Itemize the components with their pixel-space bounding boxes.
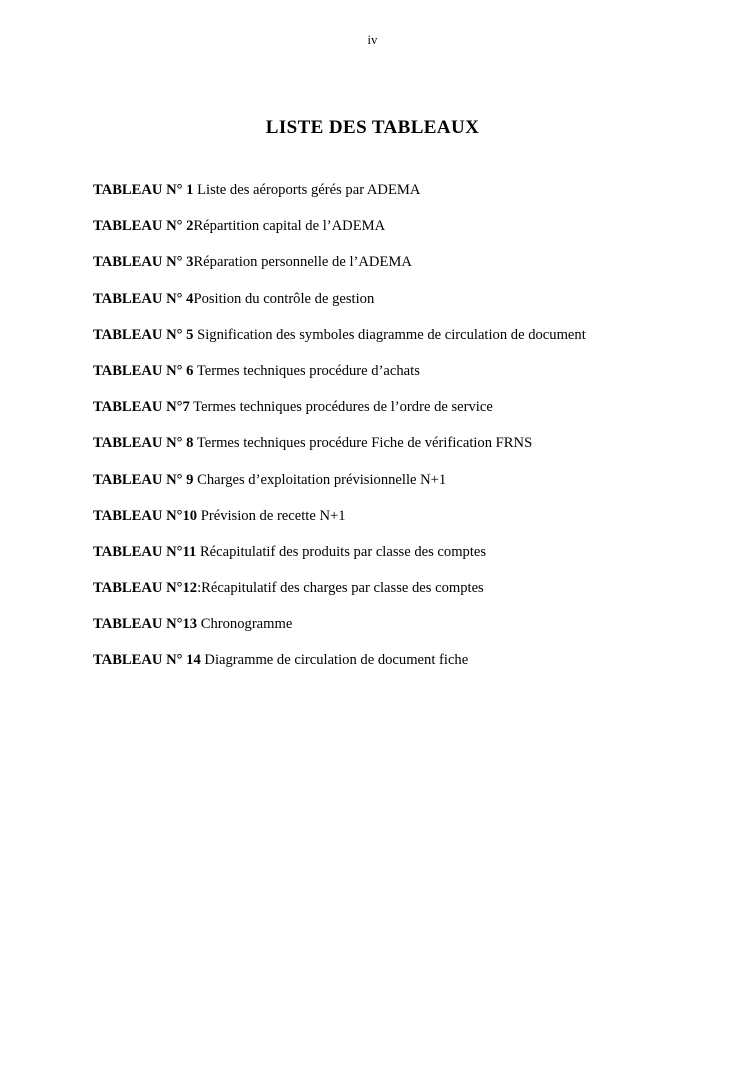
list-item [93, 507, 685, 527]
entry-description: Prévision de recette N+1 [197, 507, 346, 524]
page-number: iv [367, 33, 378, 47]
entry-description: Termes techniques procédures de l’ordre de service [189, 399, 493, 416]
list-item [93, 326, 685, 346]
entry-description: Chronogramme [197, 616, 293, 633]
list-item [93, 615, 685, 635]
entry-description: Termes techniques procédure Fiche de vérification FRNS [193, 435, 533, 452]
entry-description: Charges d’exploitation prévisionnelle N+1 [193, 471, 447, 488]
list-item [93, 181, 685, 201]
list-item [93, 217, 685, 237]
page-title: LISTE DES TABLEAUX [265, 117, 480, 138]
entry-label: TABLEAU N° 1 [93, 182, 194, 198]
entry-description: Termes techniques procédure d’achats [193, 362, 420, 379]
entry-label: TABLEAU N° 14 [93, 652, 201, 669]
list-item [93, 434, 685, 454]
entry-description: Diagramme de circulation de document fiche [200, 652, 469, 669]
list-item [93, 290, 685, 310]
table-of-tables-list [0, 181, 745, 671]
entry-label: TABLEAU N°13 [93, 616, 198, 633]
entry-label: TABLEAU N° 4 [93, 290, 194, 307]
list-item [93, 471, 685, 491]
entry-label: TABLEAU N° 8 [93, 435, 194, 452]
entry-description: Répartition capital de l’ADEMA [193, 218, 386, 235]
entry-description: Réparation personnelle de l’ADEMA [193, 254, 412, 271]
list-item [93, 362, 685, 382]
list-item [93, 398, 685, 418]
entry-description: Liste des aéroports gérés par ADEMA [193, 182, 421, 198]
list-item [93, 543, 685, 563]
entry-label: TABLEAU N°12 [93, 580, 198, 597]
list-item [93, 651, 685, 671]
entry-description: :Récapitulatif des charges par classe des comptes [197, 580, 484, 597]
entry-label: TABLEAU N° 2 [93, 218, 194, 235]
document-page [0, 33, 745, 1086]
entry-label: TABLEAU N°7 [93, 399, 190, 416]
entry-label: TABLEAU N° 6 [93, 362, 194, 379]
entry-description: Position du contrôle de gestion [193, 290, 375, 307]
list-item [93, 253, 685, 273]
entry-description: Récapitulatif des produits par classe des comptes [196, 543, 487, 560]
entry-label: TABLEAU N°10 [93, 507, 198, 524]
entry-label: TABLEAU N° 9 [93, 471, 194, 488]
list-item [93, 579, 685, 599]
entry-description: Signification des symboles diagramme de circulation de document [193, 326, 586, 343]
entry-label: TABLEAU N° 3 [93, 254, 194, 271]
entry-label: TABLEAU N° 5 [93, 326, 194, 343]
entry-label: TABLEAU N°11 [93, 543, 197, 560]
